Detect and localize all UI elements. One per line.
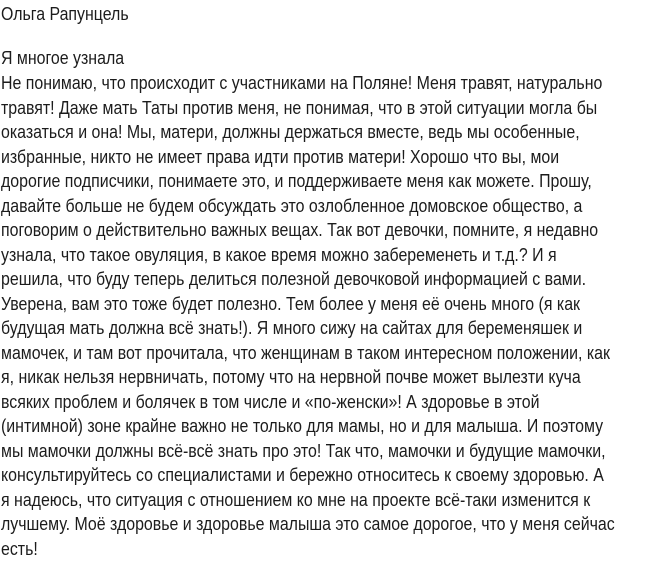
body-line: поговорим о действительно важных вещах. Так вот девочки, помните, я недавно	[1, 219, 599, 240]
body-line: узнала, что такое овуляция, в какое время можно забеременеть и т.д.? И я	[1, 243, 557, 265]
body-line: есть!	[1, 537, 38, 559]
body-line: Не понимаю, что происходит с участниками на Поляне! Меня травят, натурально	[1, 72, 603, 93]
body-line: я, никак нельзя нервничать, потому что на нервной почве может вылезти куча	[1, 366, 581, 387]
body-line: (интимной) зоне крайне важно не только для мамы, но и для малыша. И поэтому	[1, 415, 604, 436]
body-line: избранные, никто не имеет права идти против матери! Хорошо что вы, мои	[1, 145, 560, 167]
body-line: мы мамочки должны всё-всё знать про это! Так что, мамочки и будущие мамочки,	[1, 439, 606, 461]
body-line: дорогие подписчики, понимаете это, и поддерживаете меня как можете. Прошу,	[1, 170, 592, 191]
post-title: Я многое узнала	[1, 47, 125, 68]
body-line: оказаться и она! Мы, матери, должны держаться вместе, ведь мы особенные,	[1, 121, 580, 142]
body-line: консультируйтесь со специалистами и бережно относитесь к своему здоровью. А	[1, 464, 604, 485]
body-line: я надеюсь, что ситуация с отношением ко мне на проекте всё-таки изменится к	[1, 488, 591, 510]
body-line: лучшему. Моё здоровье и здоровье малыша это самое дорогое, что у меня сейчас	[1, 513, 615, 534]
body-line: мамочек, и там вот прочитала, что женщинам в таком интересном положении, как	[1, 341, 610, 363]
body-line: всяких проблем и болячек в том числе и «по-женски»! А здоровье в этой	[1, 390, 540, 412]
body-line: Уверена, вам это тоже будет полезно. Тем более у меня её очень много (я как	[1, 292, 581, 314]
author-name: Ольга Рапунцель	[1, 3, 129, 24]
body-line: решила, что буду теперь делиться полезной девочковой информацией с вами.	[1, 268, 587, 289]
body-line: будущая мать должна всё знать!). Я много сижу на сайтах для беременяшек и	[1, 317, 583, 338]
body-line: травят! Даже мать Таты против меня, не понимая, что в этой ситуации могла бы	[1, 96, 598, 118]
body-line: давайте больше не будем обсуждать это озлобленное домовское общество, а	[1, 194, 583, 216]
